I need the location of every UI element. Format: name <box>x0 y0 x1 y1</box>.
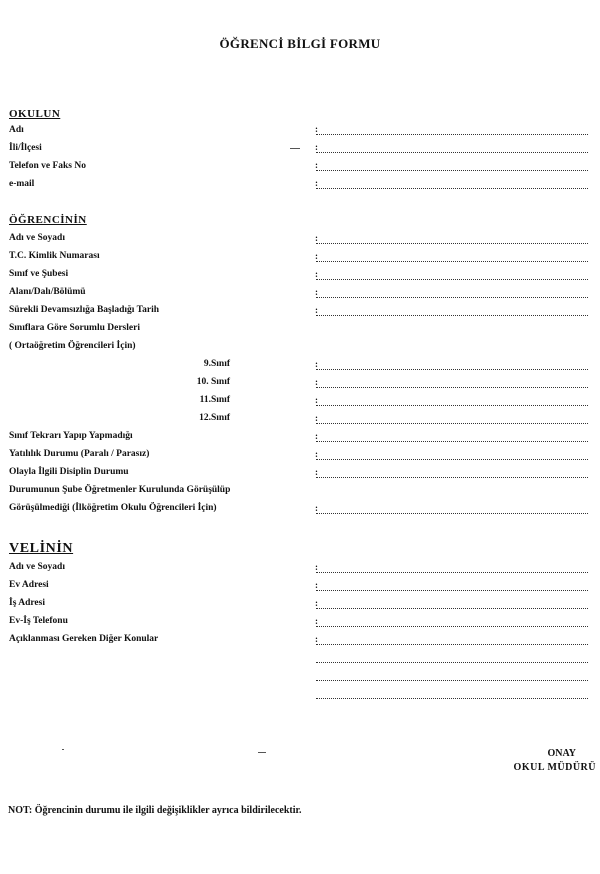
boarding-label: Yatılılık Durumu (Paralı / Parasız) <box>9 449 150 459</box>
school-province-label: İli/İlçesi <box>9 143 42 153</box>
school-section-header: OKULUN <box>9 108 61 120</box>
footer-note: NOT: Öğrencinin durumu ile ilgili değişiklikler ayrıca bildirilecektir. <box>8 805 302 816</box>
grade-12-field[interactable]: : <box>316 422 588 424</box>
board-review-label-2: Görüşülmediği (İlköğretim Okulu Öğrencileri İçin) <box>9 503 217 513</box>
other-matters-field-4[interactable] <box>316 697 588 699</box>
parent-work-field[interactable]: : <box>316 607 588 609</box>
parent-work-label: İş Adresi <box>9 598 45 608</box>
parent-name-label: Adı ve Soyadı <box>9 562 65 572</box>
other-matters-field-2[interactable] <box>316 661 588 663</box>
other-matters-label: Açıklanması Gereken Diğer Konular <box>9 634 159 644</box>
other-matters-field-3[interactable] <box>316 679 588 681</box>
scan-speck <box>62 749 64 750</box>
grade-11-field[interactable]: : <box>316 404 588 406</box>
approval-label: ONAY <box>547 748 576 759</box>
student-id-label: T.C. Kimlik Numarası <box>9 251 100 261</box>
board-review-field[interactable]: : <box>316 512 588 514</box>
school-phone-field[interactable]: : <box>316 169 588 171</box>
grade-10-field[interactable]: : <box>316 386 588 388</box>
student-absence-label: Sürekli Devamsızlığa Başladığı Tarih <box>9 305 160 315</box>
school-name-field[interactable]: : <box>316 133 588 135</box>
grade-9-label: 9.Sınıf <box>203 359 230 369</box>
parent-phone-label: Ev-İş Telefonu <box>9 616 68 626</box>
school-province-field[interactable]: : <box>316 151 588 153</box>
student-department-label: Alanı/Dalı/Bölümü <box>9 287 86 297</box>
grade-11-label: 11.Sınıf <box>199 395 230 405</box>
other-matters-field-1[interactable]: : <box>316 643 588 645</box>
boarding-field[interactable]: : <box>316 458 588 460</box>
parent-phone-field[interactable]: : <box>316 625 588 627</box>
student-section-header: ÖĞRENCİNİN <box>9 214 87 226</box>
repeat-class-label: Sınıf Tekrarı Yapıp Yapmadığı <box>9 431 133 441</box>
grade-10-label: 10. Sınıf <box>196 377 230 387</box>
student-absence-field[interactable]: : <box>316 314 588 316</box>
principal-label: OKUL MÜDÜRÜ <box>513 762 596 773</box>
discipline-label: Olayla İlgili Disiplin Durumu <box>9 467 129 477</box>
scan-speck <box>258 752 266 753</box>
grade-9-field[interactable]: : <box>316 368 588 370</box>
repeat-class-field[interactable]: : <box>316 440 588 442</box>
school-email-field[interactable]: : <box>316 187 588 189</box>
parent-home-label: Ev Adresi <box>9 580 49 590</box>
parent-name-field[interactable]: : <box>316 571 588 573</box>
student-courses-note: ( Ortaöğretim Öğrencileri İçin) <box>9 341 136 351</box>
board-review-label-1: Durumunun Şube Öğretmenler Kurulunda Görüşülüp <box>9 485 231 495</box>
student-class-label: Sınıf ve Şubesi <box>9 269 69 279</box>
form-title: ÖĞRENCİ BİLGİ FORMU <box>219 36 381 51</box>
parent-section-header: VELİNİN <box>9 541 74 556</box>
student-name-label: Adı ve Soyadı <box>9 233 65 243</box>
parent-home-field[interactable]: : <box>316 589 588 591</box>
student-name-field[interactable]: : <box>316 242 588 244</box>
school-email-label: e-mail <box>9 179 35 189</box>
student-department-field[interactable]: : <box>316 296 588 298</box>
school-name-label: Adı <box>9 125 24 135</box>
discipline-field[interactable]: : <box>316 476 588 478</box>
student-class-field[interactable]: : <box>316 278 588 280</box>
school-phone-label: Telefon ve Faks No <box>9 161 86 171</box>
grade-12-label: 12.Sınıf <box>199 413 230 423</box>
student-id-field[interactable]: : <box>316 260 588 262</box>
scan-speck <box>290 148 300 149</box>
student-courses-label: Sınıflara Göre Sorumlu Dersleri <box>9 323 140 333</box>
